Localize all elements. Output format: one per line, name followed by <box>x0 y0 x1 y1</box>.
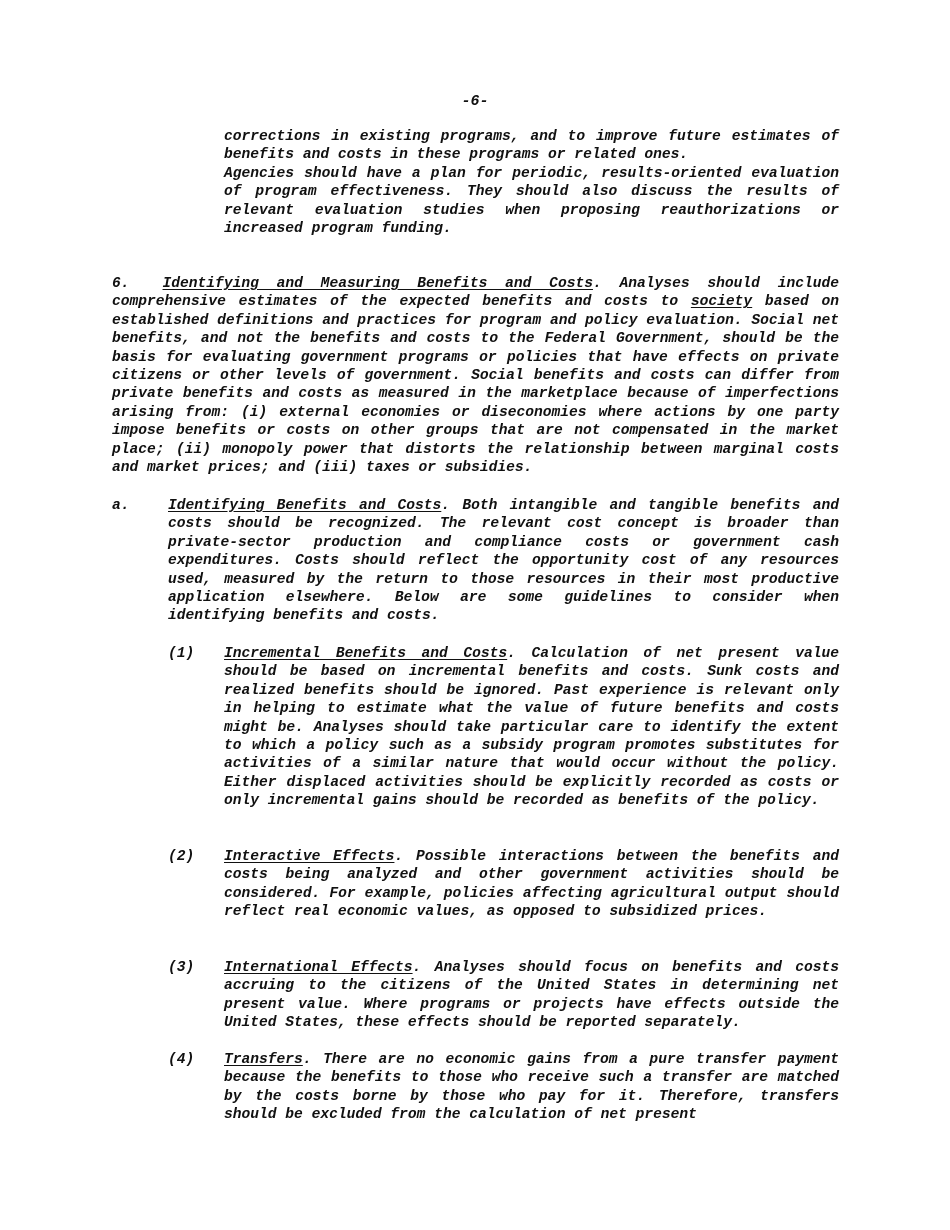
section-6-text-a: . Analyses should include comprehensive estimates of the expected benefits and costs to <box>112 276 839 311</box>
page-number: -6- <box>461 93 489 110</box>
subitem-4-text: . There are no economic gains from a pure transfer payment because the benefits to those who receive such a transfer are matched by the costs borne by those who pay for it. Therefore, transfers should be excluded from the calculation of net present <box>224 1052 839 1124</box>
subitem-1-text: . Calculation of net present value should be based on incremental benefits and costs. Sunk costs and realized benefits should be ignored. Past experience is relevant only in helping to estimate what the value of future benefits and costs might be. Analyses should take particular care to identify the extent to which a policy such as a subsidy program promotes substitutes for activities of a similar nature that would occur without the policy. Either displaced activities should be explicitly recorded as costs or only incremental gains should be recorded as benefits of the policy. <box>224 646 839 810</box>
subitem-1-marker: (1) <box>168 646 195 662</box>
carryover-block <box>224 128 839 238</box>
section-6-underlined-society: society <box>690 294 753 311</box>
subitem-2-heading: Interactive Effects <box>224 849 395 865</box>
item-a-heading: Identifying Benefits and Costs <box>168 498 442 514</box>
section-6-number: 6. <box>112 276 130 292</box>
carryover-paragraph-1: corrections in existing programs, and to improve future estimates of benefits and costs in these programs or related ones. <box>224 129 839 164</box>
item-a-paragraph <box>168 497 839 626</box>
subitem-1-paragraph <box>224 645 839 811</box>
subitem-1-heading: Incremental Benefits and Costs <box>224 646 508 662</box>
subitem-4-paragraph <box>224 1051 839 1125</box>
subitem-4-heading: Transfers <box>224 1052 303 1068</box>
carryover-paragraph-2: Agencies should have a plan for periodic, results-oriented evaluation of program effectiveness. They should also discuss the results of relevant evaluation studies when proposing reauthorizations or increased program funding. <box>224 165 839 238</box>
section-6-text-b: based on established definitions and practices for program and policy evaluation. Social net benefits, and not the benefits and costs to the Federal Government, should be the basis for evaluating government programs or policies that have effects on private citizens or other levels of government. Social benefits and costs can differ from private benefits and costs as measured in the marketplace because of imperfections arising from: (i) external economies or diseconomies where actions by one party impose benefits or costs on other groups that are not compensated in the market place; (ii) monopoly power that distorts the relationship between marginal costs and market prices; and (iii) taxes or subsidies. <box>112 294 839 477</box>
subitem-3-heading: International Effects <box>224 960 413 976</box>
subitem-3-paragraph <box>224 959 839 1033</box>
item-a-marker: a. <box>112 498 130 514</box>
section-6-paragraph <box>112 275 839 477</box>
subitem-2-text: . Possible interactions between the benefits and costs being analyzed and other government activities should be considered. For example, policies affecting agricultural output should reflect real economic values, as opposed to subsidized prices. <box>224 849 839 921</box>
item-a-text: . Both intangible and tangible benefits and costs should be recognized. The relevant cost concept is broader than private-sector production and compliance costs or government cash expenditures. Costs should reflect the opportunity cost of any resources used, measured by the return to those resources in their most productive application elsewhere. Below are some guidelines to consider when identifying benefits and costs. <box>168 498 839 625</box>
subitem-3-text: . Analyses should focus on benefits and costs accruing to the citizens of the United States in determining net present value. Where programs or projects have effects outside the United States, these effects should be reported separately. <box>224 960 839 1032</box>
subitem-2-paragraph <box>224 848 839 922</box>
section-6-heading: Identifying and Measuring Benefits and Costs <box>162 276 593 292</box>
subitem-3-marker: (3) <box>168 960 195 976</box>
subitem-4-marker: (4) <box>168 1052 195 1068</box>
subitem-2-marker: (2) <box>168 849 195 865</box>
